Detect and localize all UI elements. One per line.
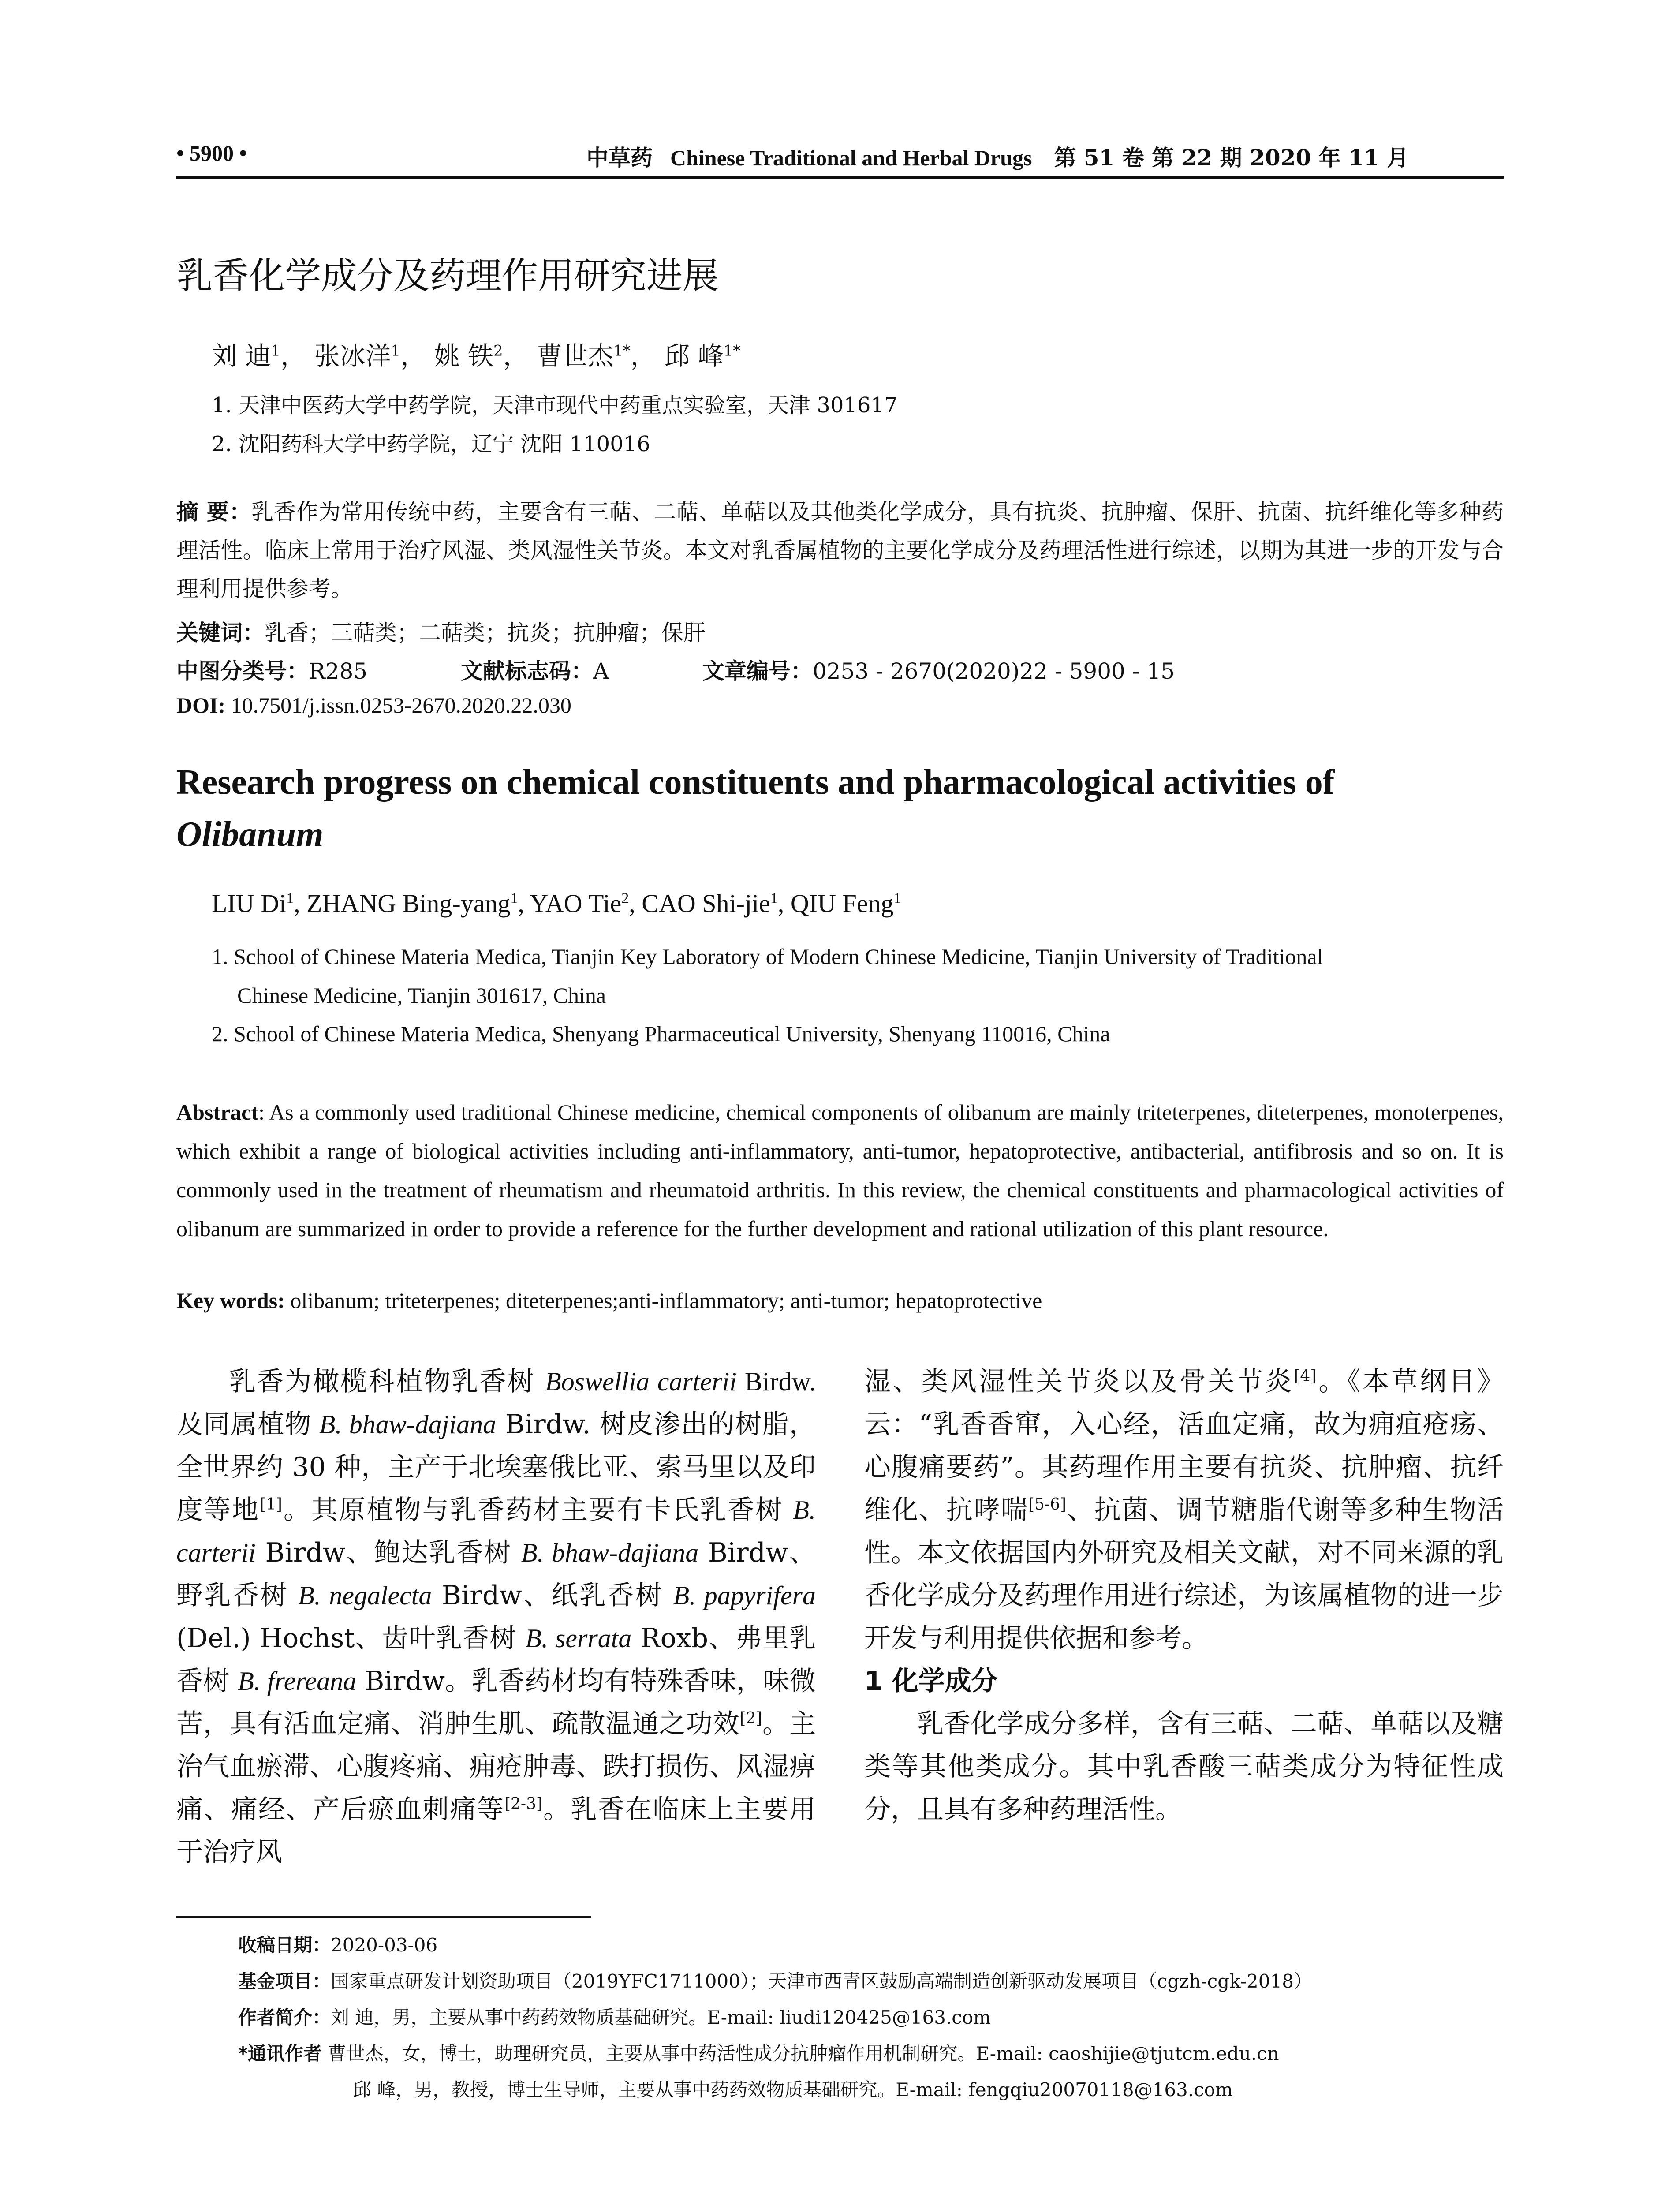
footnote-label: 基金项目： [238, 1970, 331, 1992]
author-sup: 1 [286, 890, 294, 907]
author-sup: 1 [893, 890, 901, 907]
abstract-en-text: : As a commonly used traditional Chinese medicine, chemical components of olibanum are mainly triteterpenes, diteterpenes, monoterpenes, which exhibit a range of biological activities including anti-inflammatory, anti-tumor, hepatoprotective, antibacterial, antifibrosis and so on. It is commonly used in the treatment of rheumatism and rheumatoid arthritis. In this review, the chemical constituents and pharmacological activities of olibanum are summarized in order to provide a reference for the further development and rational utilization of this plant resource. [176, 1100, 1504, 1241]
journal-name-en: Chinese Traditional and Herbal Drugs [670, 146, 1032, 170]
body-left-column [176, 1360, 816, 1874]
author-cn: 张冰洋 [314, 341, 391, 371]
author-sup: 1 [391, 342, 401, 360]
keywords-cn-label: 关键词： [176, 620, 265, 646]
author-sup: 2 [493, 342, 503, 360]
article-id-value: 0253 - 2670(2020)22 - 5900 - 15 [812, 658, 1175, 684]
page-number: • 5900 • [176, 141, 247, 165]
author-sup: 2 [621, 890, 629, 907]
footnote-label: 收稿日期： [238, 1934, 331, 1956]
body-text: 。主治气血瘀滞、心腹疼痛、痈疮肿毒、跌打损伤、风湿痹痛、痛经、产后瘀血刺痛等 [176, 1708, 816, 1825]
body-text: 。《本草纲目》云：“乳香香窜，入心经，活血定痛，故为痈疽疮疡、心腹痛要药”。其药理作用主要有抗炎、抗肿瘤、抗纤维化、抗哮喘 [864, 1366, 1504, 1525]
species-name: Boswellia carterii [545, 1367, 737, 1396]
citation: [2-3] [504, 1795, 543, 1813]
body-paragraph [864, 1360, 1504, 1660]
footnote-fund [238, 1967, 1312, 1993]
species-name: B. bhaw-dajiana [521, 1538, 699, 1567]
keywords-en-label: Key words: [176, 1288, 285, 1313]
author-cn: 邱 峰 [664, 341, 724, 371]
title-cn: 乳香化学成分及药理作用研究进展 [176, 255, 719, 297]
classification-line [176, 654, 1175, 685]
author-sup: 1 [770, 890, 778, 907]
body-text: 湿、类风湿性关节炎以及骨关节炎 [864, 1366, 1294, 1397]
affiliation-cn-1: 1. 天津中医药大学中药学院，天津市现代中药重点实验室，天津 301617 [212, 393, 898, 418]
footnote-corresponding [238, 2039, 1279, 2066]
species-name: B. serrata [525, 1624, 632, 1653]
author-sup: 1 [510, 890, 518, 907]
body-text: Birdw。乳香药材均有特殊香味，味微苦，具有活血定痛、消肿生肌、疏散温通之功效 [176, 1666, 816, 1739]
citation: [5-6] [1028, 1495, 1067, 1514]
doi-label: DOI: [176, 693, 226, 718]
doc-code-value: A [593, 658, 609, 684]
keywords-en [176, 1288, 1042, 1313]
clc-label: 中图分类号： [176, 658, 309, 684]
body-text: 。其原植物与乳香药材主要有卡氏乳香树 [282, 1495, 793, 1525]
body-text: Birdw、野乳香树 [176, 1537, 816, 1611]
abstract-en [176, 1093, 1504, 1248]
footnote-received [238, 1931, 437, 1957]
body-text: 乳香为橄榄科植物乳香树 [229, 1366, 545, 1397]
affiliation-en-2: 2. School of Chinese Materia Medica, Shenyang Pharmaceutical University, Shenyang 110016, China [212, 1021, 1110, 1046]
article-id-label: 文章编号： [702, 658, 813, 684]
abstract-cn [176, 493, 1504, 608]
header-rule [176, 176, 1504, 179]
author-sup: 1* [723, 342, 741, 360]
footnote-text: 2020-03-06 [331, 1934, 438, 1956]
affiliation-en-1 [212, 937, 1504, 1015]
body-text: Birdw. 及同属植物 [176, 1367, 816, 1439]
authors-cn: 刘 迪$^1$， 张冰洋$^1$， 姚 铁$^2$， 曹世杰$^{1*}$， 邱 峰$^{1*}$ [212, 341, 741, 371]
author-cn: 曹世杰 [537, 341, 614, 371]
abstract-en-label: Abstract [176, 1100, 259, 1125]
author-cn: 姚 铁 [434, 341, 494, 371]
body-right-column [864, 1360, 1504, 1831]
clc-value: R285 [309, 658, 368, 684]
abstract-cn-label: 摘 要： [176, 499, 252, 525]
species-name: B. papyrifera [673, 1581, 816, 1610]
title-en [176, 756, 1504, 860]
author-en: CAO Shi-jie [642, 889, 770, 918]
affiliation-en-1-line1: 1. School of Chinese Materia Medica, Tianjin Key Laboratory of Modern Chinese Medicine, Tianjin University of Traditional [212, 944, 1323, 969]
footnote-label: *通讯作者 [238, 2043, 322, 2064]
journal-issue: 第 51 卷 第 22 期 2020 年 11 月 [1054, 145, 1409, 171]
authors-en: LIU Di$^1$, ZHANG Bing-yang$^1$, YAO Tie$^2$, CAO Shi-jie$^1$, QIU Feng$^1$ [212, 889, 901, 918]
body-text: Birdw、纸乳香树 [432, 1580, 673, 1611]
author-sup: 1 [271, 342, 281, 360]
journal-name [586, 140, 1409, 172]
species-name: B. negalecta [298, 1581, 432, 1610]
body-paragraph [176, 1360, 816, 1874]
author-sup: 1* [613, 342, 631, 360]
footnote-label: 作者简介： [238, 2007, 331, 2028]
running-header [176, 140, 1504, 176]
author-cn: 刘 迪 [212, 341, 271, 371]
author-en: QIU Feng [790, 889, 894, 918]
doi-line [176, 692, 571, 718]
footnote-bio [238, 2003, 991, 2029]
species-name: B. bhaw-dajiana [319, 1410, 497, 1439]
author-en: ZHANG Bing-yang [306, 889, 511, 918]
footnote-text: 刘 迪，男，主要从事中药药效物质基础研究。E-mail: liudi120425@163.com [331, 2007, 991, 2028]
footnote-corresponding-2: 邱 峰，男，教授，博士生导师，主要从事中药药效物质基础研究。E-mail: fengqiu20070118@163.com [353, 2079, 1233, 2100]
species-name: B. carterii [176, 1495, 816, 1567]
citation: [2] [739, 1709, 762, 1727]
body-text: Birdw. 树皮渗出的树脂，全世界约 30 种，主产于北埃塞俄比亚、索马里以及印度等地 [176, 1409, 816, 1525]
author-en: YAO Tie [530, 889, 622, 918]
keywords-en-text: olibanum; triteterpenes; diteterpenes;anti-inflammatory; anti-tumor; hepatoprotective [284, 1288, 1042, 1313]
citation: [4] [1294, 1367, 1317, 1385]
body-text: 、抗菌、调节糖脂代谢等多种生物活性。本文依据国内外研究及相关文献，对不同来源的乳香化学成分及药理作用进行综述，为该属植物的进一步开发与利用提供依据和参考。 [864, 1495, 1504, 1654]
citation: [1] [259, 1495, 282, 1514]
body-paragraph: 乳香化学成分多样，含有三萜、二萜、单萜以及糖类等其他类成分。其中乳香酸三萜类成分为特征性成分，且具有多种药理活性。 [864, 1708, 1504, 1825]
title-en-italic: Olibanum [176, 815, 324, 854]
section-heading: 1 化学成分 [864, 1666, 998, 1697]
doi-value: 10.7501/j.issn.0253-2670.2020.22.030 [231, 693, 571, 718]
keywords-cn-text: 乳香；三萜类；二萜类；抗炎；抗肿瘤；保肝 [265, 620, 706, 646]
body-text: (Del.) Hochst、齿叶乳香树 [176, 1623, 526, 1654]
footnote-rule [176, 1916, 591, 1918]
journal-name-cn: 中草药 [586, 145, 653, 171]
author-en: LIU Di [212, 889, 287, 918]
body-text: Roxb、弗里乳香树 [176, 1623, 816, 1697]
affiliation-en-1-line2: Chinese Medicine, Tianjin 301617, China [237, 983, 606, 1008]
species-name: B. frereana [238, 1667, 357, 1696]
keywords-cn [176, 615, 706, 647]
abstract-cn-text: 乳香作为常用传统中药，主要含有三萜、二萜、单萜以及其他类化学成分，具有抗炎、抗肿瘤、保肝、抗菌、抗纤维化等多种药理活性。临床上常用于治疗风湿、类风湿性关节炎。本文对乳香属植物的主要化学成分及药理活性进行综述，以期为其进一步的开发与合理利用提供参考。 [176, 499, 1504, 602]
footnote-text: 国家重点研发计划资助项目（2019YFC1711000）；天津市西青区鼓励高端制造创新驱动发展项目（cgzh-cgk-2018） [331, 1970, 1312, 1992]
affiliation-cn-2: 2. 沈阳药科大学中药学院，辽宁 沈阳 110016 [212, 432, 650, 456]
doc-code-label: 文献标志码： [460, 658, 593, 684]
body-text: 。乳香在临床上主要用于治疗风 [176, 1794, 816, 1868]
title-en-main: Research progress on chemical constituents and pharmacological activities of [176, 763, 1335, 802]
footnote-text: 曹世杰，女，博士，助理研究员，主要从事中药活性成分抗肿瘤作用机制研究。E-mail: caoshijie@tjutcm.edu.cn [321, 2043, 1279, 2064]
body-text: Birdw、鲍达乳香树 [255, 1537, 521, 1568]
